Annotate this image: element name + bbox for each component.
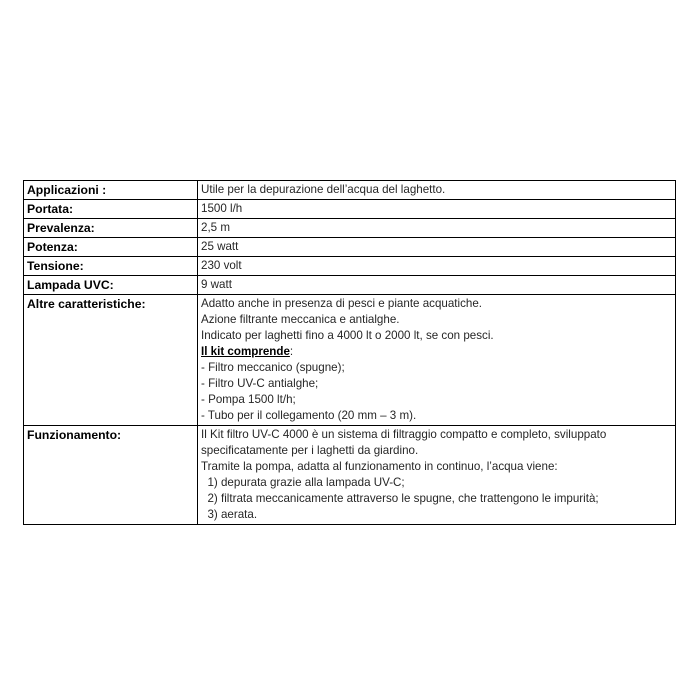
row-lampada-uvc bbox=[24, 276, 676, 295]
label-altre-caratteristiche: Altre caratteristiche: bbox=[24, 295, 198, 426]
label-applicazioni: Applicazioni : bbox=[24, 181, 198, 200]
value-prevalenza: 2,5 m bbox=[198, 219, 676, 238]
kit-item: - Filtro meccanico (spugne); bbox=[201, 361, 345, 374]
value-tensione: 230 volt bbox=[198, 257, 676, 276]
value-lampada-uvc: 9 watt bbox=[198, 276, 676, 295]
description-line: Tramite la pompa, adatta al funzionamento in continuo, l’acqua viene: bbox=[201, 460, 558, 473]
value-potenza: 25 watt bbox=[198, 238, 676, 257]
label-funzionamento: Funzionamento: bbox=[24, 426, 198, 525]
row-tensione bbox=[24, 257, 676, 276]
kit-heading: Il kit comprende bbox=[201, 345, 290, 358]
value-portata: 1500 l/h bbox=[198, 200, 676, 219]
row-prevalenza bbox=[24, 219, 676, 238]
kit-heading-line bbox=[201, 344, 671, 360]
label-potenza: Potenza: bbox=[24, 238, 198, 257]
feature-line: Azione filtrante meccanica e antialghe. bbox=[201, 313, 400, 326]
kit-item: - Tubo per il collegamento (20 mm – 3 m). bbox=[201, 409, 417, 422]
row-portata bbox=[24, 200, 676, 219]
value-funzionamento bbox=[198, 426, 676, 525]
label-prevalenza: Prevalenza: bbox=[24, 219, 198, 238]
step-line: 2) filtrata meccanicamente attraverso le spugne, che trattengono le impurità; bbox=[201, 492, 599, 505]
feature-line: Adatto anche in presenza di pesci e piante acquatiche. bbox=[201, 297, 483, 310]
kit-item: - Filtro UV-C antialghe; bbox=[201, 377, 319, 390]
step-line: 1) depurata grazie alla lampada UV-C; bbox=[201, 476, 405, 489]
label-portata: Portata: bbox=[24, 200, 198, 219]
value-altre-caratteristiche bbox=[198, 295, 676, 426]
label-lampada-uvc: Lampada UVC: bbox=[24, 276, 198, 295]
specifications-table bbox=[23, 180, 676, 525]
label-tensione: Tensione: bbox=[24, 257, 198, 276]
row-applicazioni bbox=[24, 181, 676, 200]
row-funzionamento bbox=[24, 426, 676, 525]
kit-item: - Pompa 1500 lt/h; bbox=[201, 393, 296, 406]
description-line: Il Kit filtro UV-C 4000 è un sistema di filtraggio compatto e completo, sviluppato specificatamente per i laghetti da giardino. bbox=[201, 428, 610, 457]
row-altre-caratteristiche bbox=[24, 295, 676, 426]
kit-heading-colon: : bbox=[289, 345, 294, 358]
feature-line: Indicato per laghetti fino a 4000 lt o 2000 lt, se con pesci. bbox=[201, 329, 494, 342]
step-line: 3) aerata. bbox=[201, 508, 258, 521]
value-applicazioni: Utile per la depurazione dell’acqua del laghetto. bbox=[198, 181, 676, 200]
row-potenza bbox=[24, 238, 676, 257]
